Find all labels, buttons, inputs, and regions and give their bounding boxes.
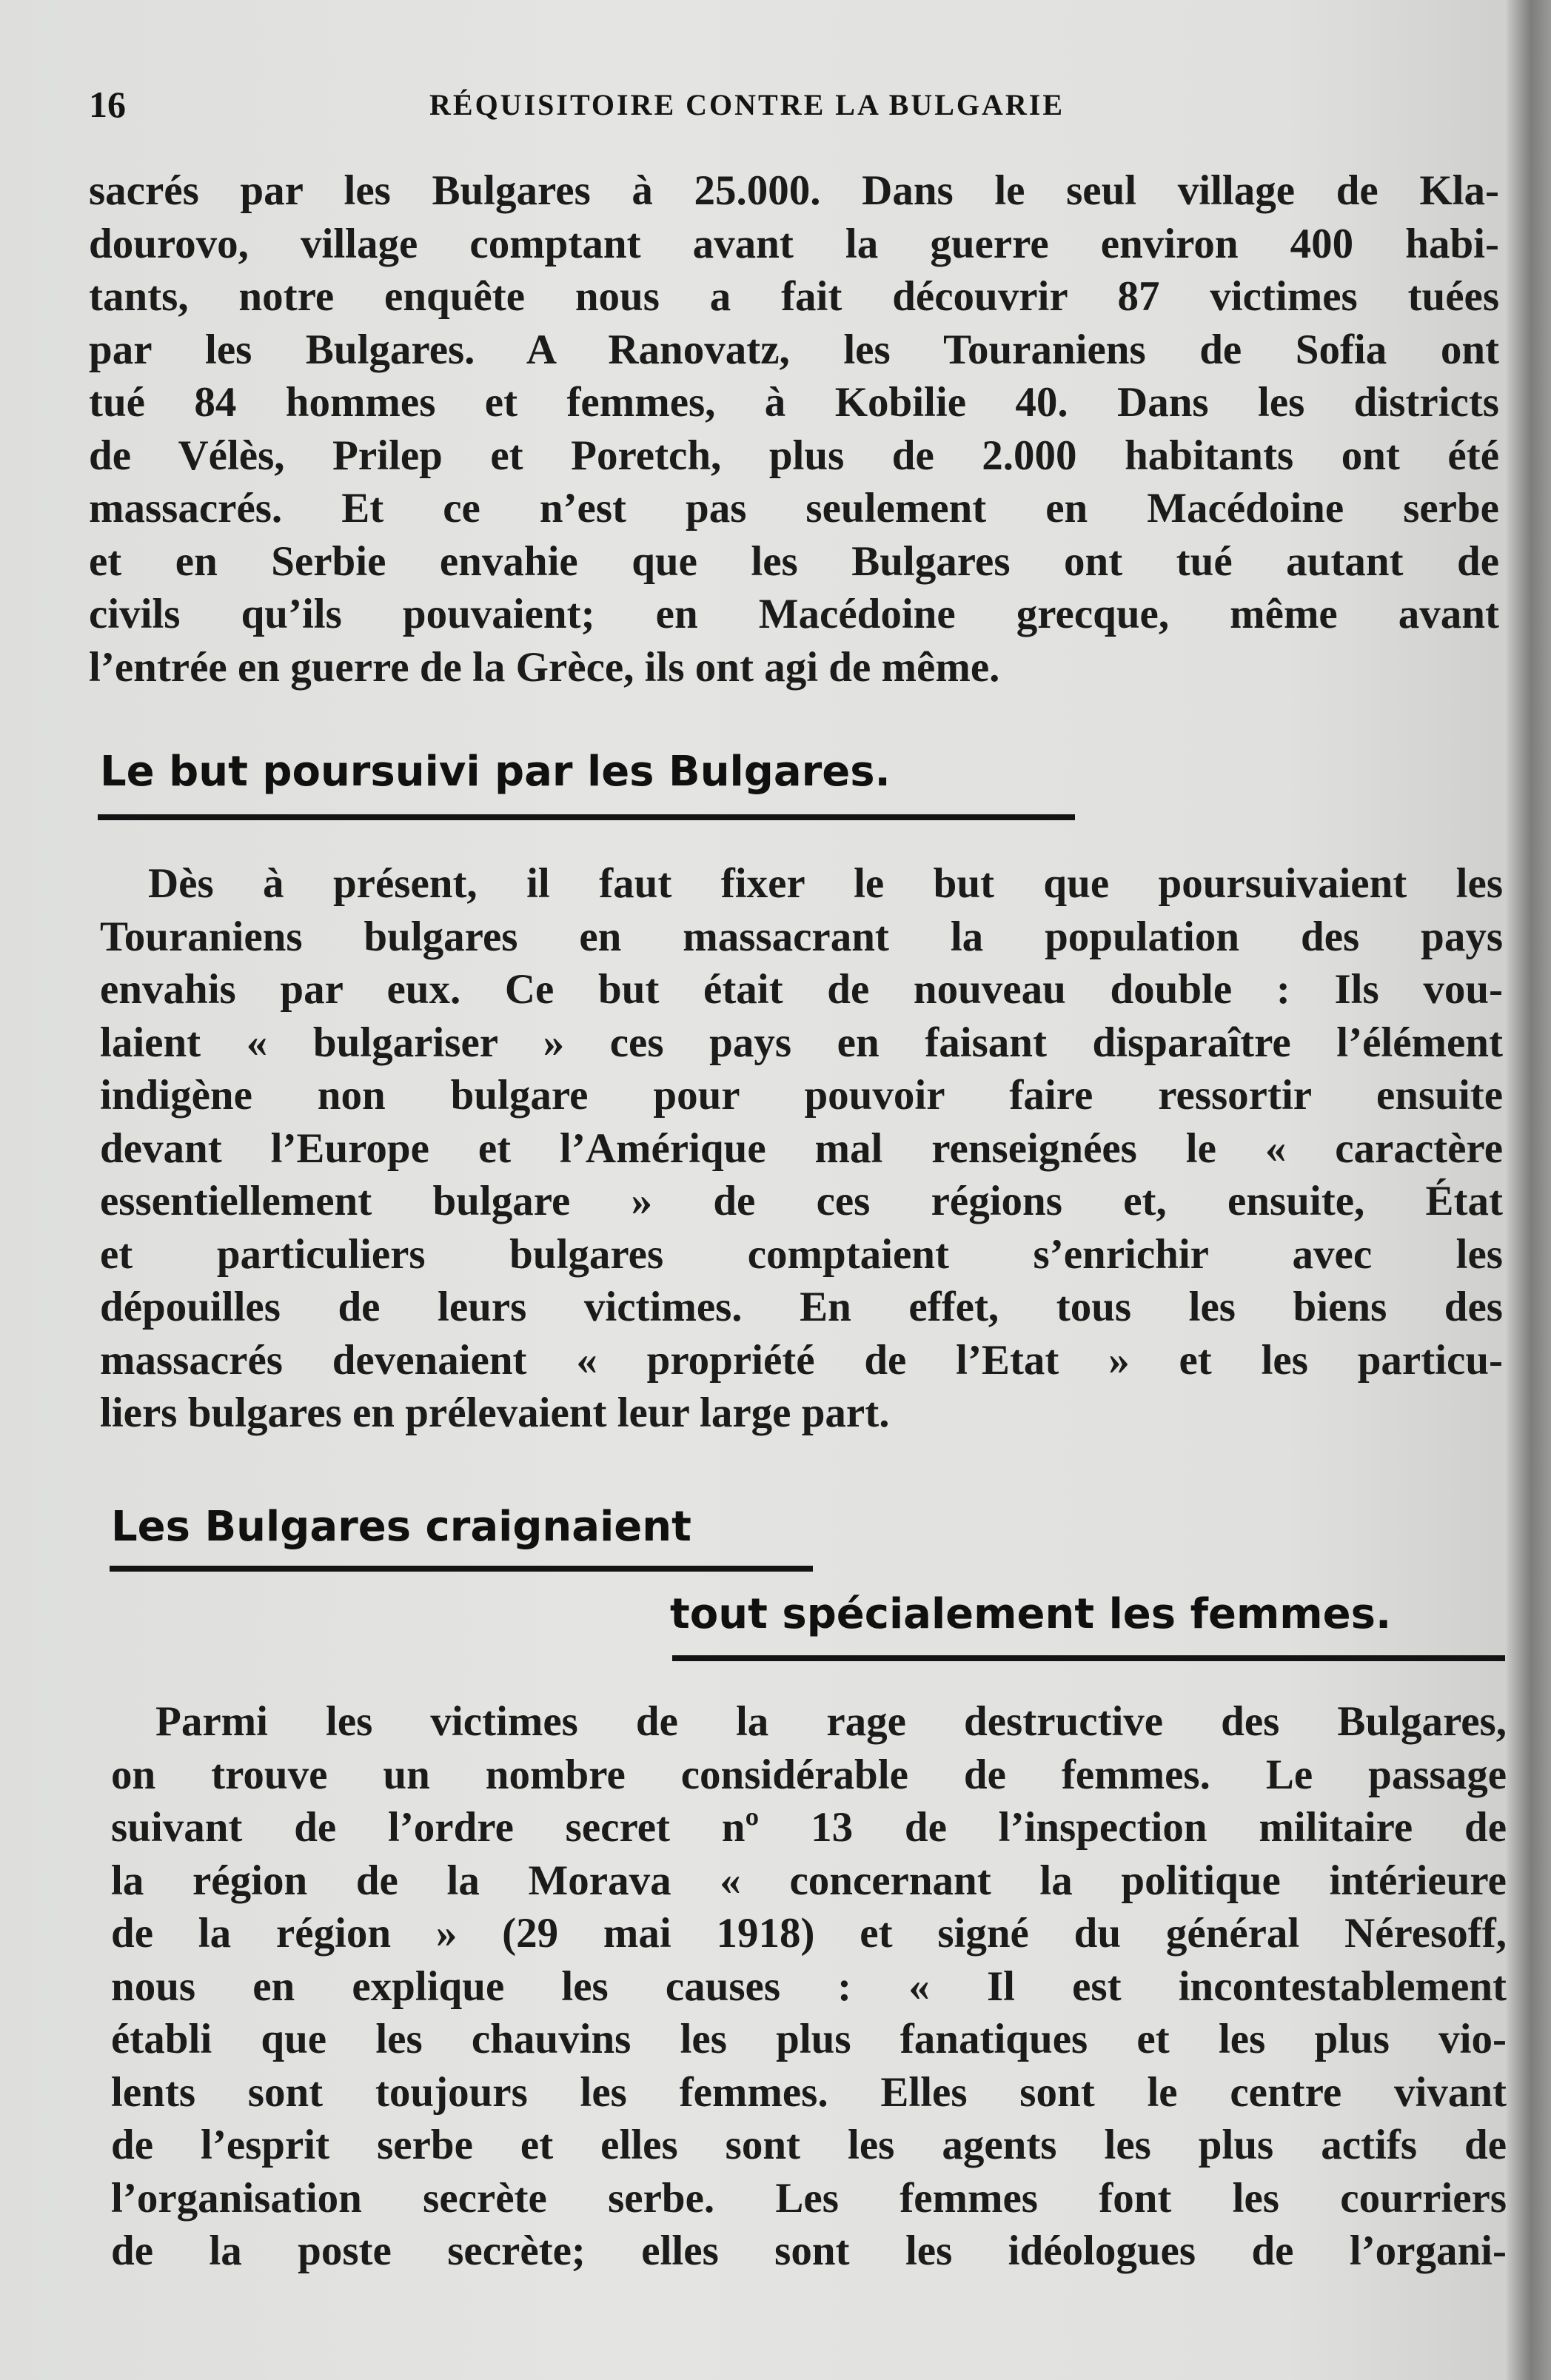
text-line: tué 84 hommes et femmes, à Kobilie 40. Dans les districts xyxy=(89,379,1499,426)
heading-underline xyxy=(110,1566,813,1572)
text-line: civils qu’ils pouvaient; en Macédoine grecque, même avant xyxy=(89,591,1499,637)
section-heading-2-line-2: tout spécialement les femmes. xyxy=(670,1590,1392,1638)
heading-underline xyxy=(672,1655,1505,1661)
paragraph-1 xyxy=(89,164,1499,694)
text-line: et particuliers bulgares comptaient s’enrichir avec les xyxy=(100,1230,1503,1278)
text-line: sacrés par les Bulgares à 25.000. Dans le seul village de Kla- xyxy=(89,167,1499,214)
text-line: et en Serbie envahie que les Bulgares ont tué autant de xyxy=(89,537,1499,585)
text-line: Dès à présent, il faut fixer le but que poursuivaient les xyxy=(148,860,1503,907)
text-line: envahis par eux. Ce but était de nouveau double : Ils vou- xyxy=(100,966,1503,1013)
running-title: RÉQUISITOIRE CONTRE LA BULGARIE xyxy=(429,88,1065,121)
text-line: massacrés devenaient « propriété de l’Etat » et les particu- xyxy=(100,1336,1503,1384)
page-header xyxy=(89,83,1495,127)
page-number: 16 xyxy=(89,84,126,125)
text-line: massacrés. Et ce n’est pas seulement en Macédoine serbe xyxy=(89,485,1499,532)
section-heading-1: Le but poursuivi par les Bulgares. xyxy=(100,748,891,796)
text-line: de la poste secrète; elles sont les idéologues de l’organi- xyxy=(111,2228,1507,2274)
text-line: l’entrée en guerre de la Grèce, ils ont agi de même. xyxy=(89,643,1000,691)
text-line: de la région » (29 mai 1918) et signé du général Néresoff, xyxy=(111,1910,1507,1957)
text-line: dépouilles de leurs victimes. En effet, tous les biens des xyxy=(100,1284,1503,1330)
text-line: nous en explique les causes : « Il est incontestablement xyxy=(111,1962,1507,2010)
text-line: suivant de l’ordre secret nº 13 de l’inspection militaire de xyxy=(111,1804,1507,1851)
heading-underline xyxy=(98,814,1075,820)
text-line: Touraniens bulgares en massacrant la population des pays xyxy=(100,913,1503,960)
text-line: l’organisation secrète serbe. Les femmes font les courriers xyxy=(111,2174,1507,2222)
text-line: établi que les chauvins les plus fanatiques et les plus vio- xyxy=(111,2016,1507,2062)
text-line: laient « bulgariser » ces pays en faisant disparaître l’élément xyxy=(100,1019,1503,1066)
text-line: tants, notre enquête nous a fait découvrir 87 victimes tuées xyxy=(89,273,1499,320)
paragraph-2 xyxy=(100,857,1503,1440)
text-line: lents sont toujours les femmes. Elles sont le centre vivant xyxy=(111,2068,1507,2116)
text-line: devant l’Europe et l’Amérique mal renseignées le « caractère xyxy=(100,1124,1503,1172)
book-binding-shadow xyxy=(1507,0,1551,2380)
text-line: de Vélès, Prilep et Poretch, plus de 2.000 habitants ont été xyxy=(89,432,1499,479)
text-line: dourovo, village comptant avant la guerre environ 400 habi- xyxy=(89,220,1499,267)
text-line: Parmi les victimes de la rage destructive des Bulgares, xyxy=(155,1698,1507,1745)
text-line: par les Bulgares. A Ranovatz, les Touraniens de Sofia ont xyxy=(89,326,1499,373)
text-line: de l’esprit serbe et elles sont les agents les plus actifs de xyxy=(111,2122,1507,2168)
text-line: on trouve un nombre considérable de femmes. Le passage xyxy=(111,1751,1507,1798)
text-line: liers bulgares en prélevaient leur large part. xyxy=(100,1390,890,1436)
paragraph-3 xyxy=(111,1695,1507,2278)
text-line: essentiellement bulgare » de ces régions et, ensuite, État xyxy=(100,1178,1503,1224)
text-line: indigène non bulgare pour pouvoir faire ressortir ensuite xyxy=(100,1072,1503,1119)
text-line: la région de la Morava « concernant la politique intérieure xyxy=(111,1857,1507,1904)
section-heading-2-line-1: Les Bulgares craignaient xyxy=(111,1503,691,1551)
